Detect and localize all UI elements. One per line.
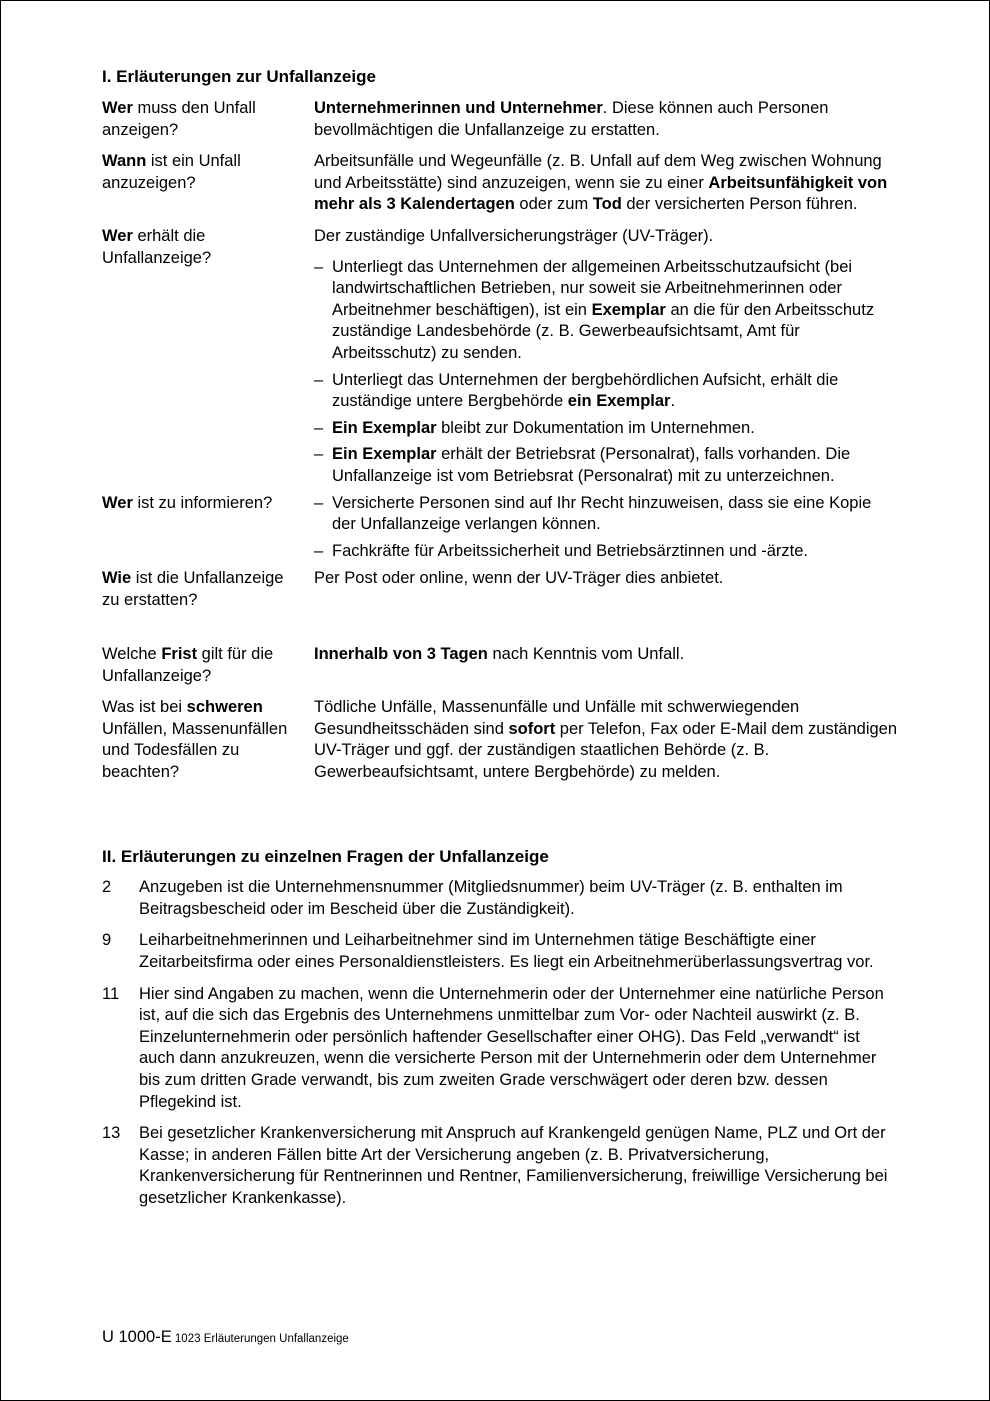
question-label: Wer ist zu informieren? (102, 493, 273, 512)
answer-text: Unternehmerinnen und Unternehmer. Diese können auch Personen bevollmächtigen die Unfallanzeige zu erstatten. (314, 99, 829, 139)
list-item: – Fachkräfte für Arbeitssicherheit und Betriebsärztinnen und -ärzte. (314, 541, 897, 563)
item-number: 11 (102, 984, 120, 1003)
qa-row-wie (102, 568, 897, 634)
answer-text: Arbeitsunfälle und Wegeunfälle (z. B. Unfall auf dem Weg zwischen Wohnung und Arbeitsstätte) sind anzuzeigen, wenn sie zu einer Arbeitsunfähigkeit von mehr als 3 Kalendertagen oder zum Tod der versicherten Person führen. (314, 152, 888, 214)
list-item: – Ein Exemplar bleibt zur Dokumentation im Unternehmen. (314, 418, 897, 440)
qa-row-wer-erhaelt (102, 226, 897, 488)
answer-text: Innerhalb von 3 Tagen nach Kenntnis vom Unfall. (314, 645, 685, 664)
list-item: – Ein Exemplar erhält der Betriebsrat (Personalrat), falls vorhanden. Die Unfallanzeige ist vom Betriebsrat (Personalrat) mit zu unterzeichnen. (314, 444, 897, 487)
numbered-item-2 (102, 877, 897, 920)
question-label: Welche Frist gilt für die Unfallanzeige? (102, 645, 274, 685)
question-label: Was ist bei schweren Unfällen, Massenunfällen und Todesfällen zu beachten? (102, 698, 288, 782)
qa-row-informieren (102, 493, 897, 563)
answer-text (314, 493, 897, 563)
item-number: 2 (102, 878, 112, 897)
numbered-item-13 (102, 1123, 897, 1209)
page-footer (102, 1327, 349, 1349)
document-page (102, 65, 897, 1210)
item-number: 13 (102, 1124, 121, 1143)
section-1-heading: I. Erläuterungen zur Unfallanzeige (102, 67, 376, 86)
numbered-item-11 (102, 984, 897, 1114)
question-label: Wer erhält die Unfallanzeige? (102, 226, 212, 267)
qa-row-schwere-unfaelle (102, 697, 897, 807)
item-text: Leiharbeitnehmerinnen und Leiharbeitnehmer sind im Unternehmen tätige Beschäftigte einer Zeitarbeitsfirma oder eines Personaldienstleisters. Es liegt ein Arbeitnehmerüberlassungsvertrag vor. (139, 931, 874, 972)
form-code: U 1000-E (102, 1328, 172, 1346)
question-label: Wie ist die Unfallanzeige zu erstatten? (102, 569, 284, 609)
qa-row-wer-anzeigen (102, 98, 897, 141)
numbered-item-9 (102, 930, 897, 973)
list-item: – Unterliegt das Unternehmen der allgemeinen Arbeitsschutzaufsicht (bei landwirtschaftlichen Betrieben, nur soweit sie Arbeitnehmerinnen oder Arbeitnehmer beschäftigen), ist ein Exemplar an die für den Arbeitsschutz zuständige Landesbehörde (z. B. Gewerbeaufsichtsamt, Amt für Arbeitsschutz) zu senden. (314, 257, 897, 365)
answer-text: Per Post oder online, wenn der UV-Träger dies anbietet. (314, 569, 724, 588)
item-number: 9 (102, 931, 112, 950)
item-text: Bei gesetzlicher Krankenversicherung mit Anspruch auf Krankengeld genügen Name, PLZ und Ort der Kasse; in anderen Fällen bitte Art der Versicherung angeben (z. B. Privatversicherung, Krankenversicherung für Rentnerinnen und Rentner, Familienversicherung, freiwillige Versicherung bei gesetzlicher Krankenkasse). (139, 1124, 888, 1207)
dash-list (314, 493, 897, 563)
dash-list (314, 257, 897, 488)
qa-row-wann (102, 151, 897, 216)
question-label: Wann ist ein Unfall anzuzeigen? (102, 152, 241, 192)
question-label: Wer muss den Unfall anzeigen? (102, 99, 256, 139)
list-item: – Unterliegt das Unternehmen der bergbehördlichen Aufsicht, erhält die zuständige untere Bergbehörde ein Exemplar. (314, 370, 897, 413)
footer-caption: 1023 Erläuterungen Unfallanzeige (171, 1333, 349, 1345)
answer-text: Tödliche Unfälle, Massenunfälle und Unfälle mit schwerwiegenden Gesundheitsschäden sind sofort per Telefon, Fax oder E-Mail dem zuständigen UV-Träger und ggf. der zuständigen staatlichen Behörde (z. B. Gewerbeaufsichtsamt, untere Bergbehörde) zu melden. (314, 698, 898, 782)
item-text: Hier sind Angaben zu machen, wenn die Unternehmerin oder der Unternehmer eine natürliche Person ist, auf die sich das Ergebnis des Unternehmens unmittelbar zum Vor- oder Nachteil auswirkt (z. B. Einzelunternehmerin oder persönlich haftender Gesellschafter einer OHG). Das Feld „verwandt“ ist auch dann anzukreuzen, wenn die versicherte Person mit der Unternehmerin oder dem Unternehmer bis zum dritten Grade verwandt, bis zum zweiten Grade verschwägert oder deren bzw. dessen Pflegekind ist. (139, 984, 884, 1111)
section-2-heading: II. Erläuterungen zu einzelnen Fragen der Unfallanzeige (102, 847, 549, 867)
qa-row-frist (102, 644, 897, 688)
answer-text: Der zuständige Unfallversicherungsträger (UV-Träger). – Unterliegt das Unternehmen der allgemeinen Arbeitsschutzaufsicht (bei landwirtschaftlichen Betrieben, nur soweit sie Arbeitnehmerinnen oder Arbeitnehmer beschäftigen), ist ein Exemplar an die für den Arbeitsschutz zuständige Landesbehörde (z. B. Gewerbeaufsichtsamt, Amt für Arbeitsschutz) zu senden. – Unterliegt das Unternehmen der bergbehördlichen Aufsicht, erhält die zuständige untere Bergbehörde ein Exemplar. – Ein Exemplar bleibt zur Dokumentation im Unternehmen. – Ein Exemplar erhält der Betriebsrat (Personalrat), falls vorhanden. Die Unfallanzeige ist vom Betriebsrat (Personalrat) mit zu unterzeichnen. (314, 226, 897, 488)
item-text: Anzugeben ist die Unternehmensnummer (Mitgliedsnummer) beim UV-Träger (z. B. enthalten im Beitragsbescheid oder im Bescheid über die Zuständigkeit). (139, 878, 843, 918)
list-item: – Versicherte Personen sind auf Ihr Recht hinzuweisen, dass sie eine Kopie der Unfallanzeige verlangen können. (314, 493, 897, 536)
